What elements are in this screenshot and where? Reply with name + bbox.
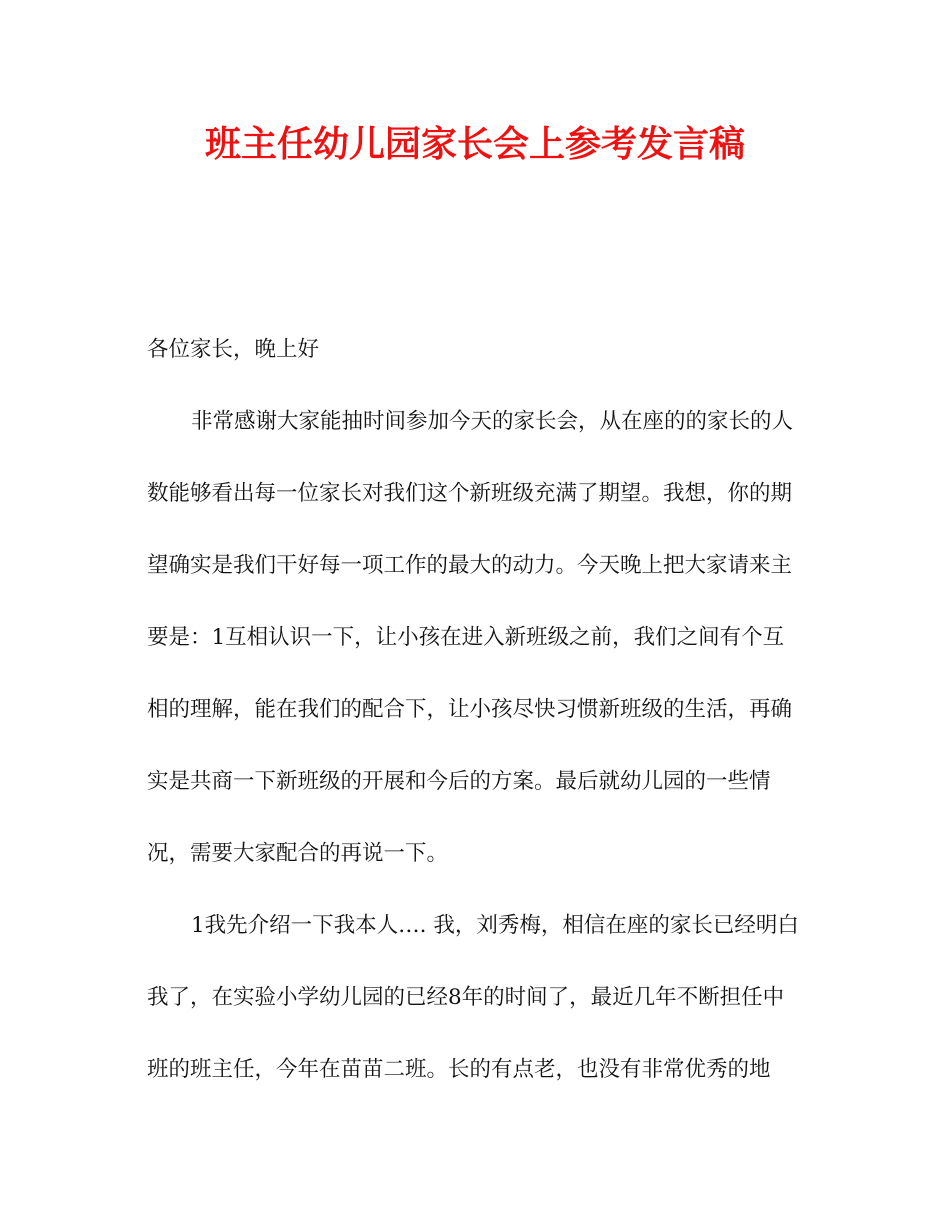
salutation: 各位家长，晚上好 (147, 337, 320, 362)
paragraph-2 (147, 890, 803, 1106)
paragraph-1 (147, 386, 803, 890)
paragraph-line: 数能够看出每一位家长对我们这个新班级充满了期望。我想，你的期 (147, 481, 793, 506)
paragraph-line: 1我先介绍一下我本人…. 我，刘秀梅，相信在座的家长已经明白 (191, 913, 799, 938)
paragraph-line: 况，需要大家配合的再说一下。 (147, 841, 449, 866)
paragraph-line: 实是共商一下新班级的开展和今后的方案。最后就幼儿园的一些情 (147, 769, 771, 794)
paragraph-line: 相的理解，能在我们的配合下，让小孩尽快习惯新班级的生活，再确 (147, 697, 793, 722)
document-title: 班主任幼儿园家长会上参考发言稿 (204, 124, 745, 165)
paragraph-line: 非常感谢大家能抽时间参加今天的家长会，从在座的的家长的人 (191, 409, 794, 434)
paragraph-line: 我了，在实验小学幼儿园的已经8年的时间了，最近几年不断担任中 (147, 985, 785, 1010)
document-body (147, 314, 803, 1106)
paragraph-line: 要是：1互相认识一下，让小孩在进入新班级之前，我们之间有个互 (147, 625, 785, 650)
paragraph-line: 班的班主任，今年在苗苗二班。长的有点老，也没有非常优秀的地 (147, 1057, 771, 1082)
paragraph-line: 望确实是我们干好每一项工作的最大的动力。今天晚上把大家请来主 (147, 553, 793, 578)
